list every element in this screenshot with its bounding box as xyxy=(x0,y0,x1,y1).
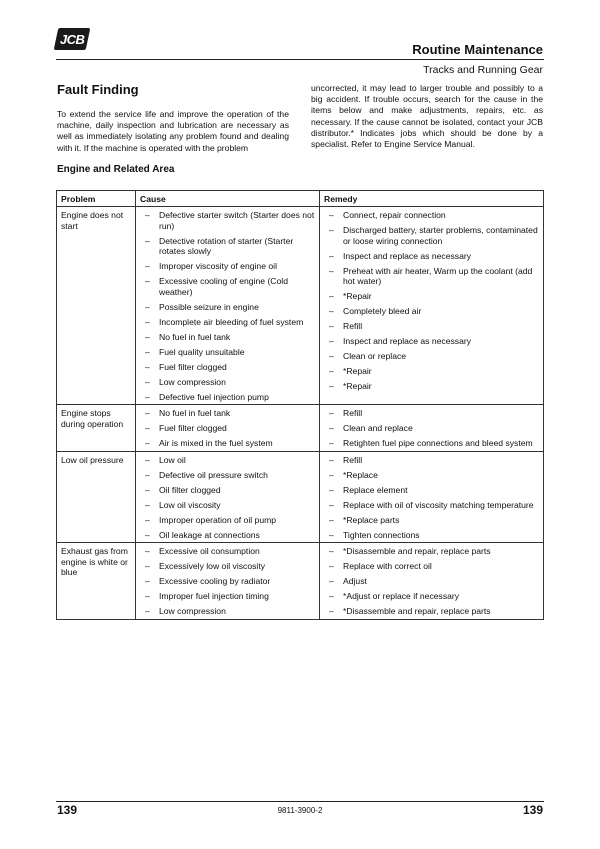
remedy-cell xyxy=(320,451,544,543)
table-row xyxy=(57,451,544,543)
fault-finding-table xyxy=(56,190,544,620)
remedy-list xyxy=(324,546,539,617)
subsection-title: Engine and Related Area xyxy=(57,164,175,175)
problem-cell: Engine stops during operation xyxy=(57,405,136,452)
cause-item: – Air is mixed in the fuel system xyxy=(140,438,315,449)
cause-item: – Fuel filter clogged xyxy=(140,423,315,434)
chapter-title: Routine Maintenance xyxy=(412,42,543,57)
cause-list xyxy=(140,210,315,402)
cause-cell xyxy=(136,207,320,405)
document-code: 9811-3900-2 xyxy=(277,806,323,815)
jcb-logo xyxy=(54,28,91,50)
remedy-item: – Clean or replace xyxy=(324,351,539,362)
cause-cell xyxy=(136,451,320,543)
cause-item: – Excessive cooling by radiator xyxy=(140,576,315,587)
cause-item: – Excessive oil consumption xyxy=(140,546,315,557)
remedy-item: – *Disassemble and repair, replace parts xyxy=(324,546,539,557)
cause-item: – Low compression xyxy=(140,377,315,388)
cause-item: – Defective fuel injection pump xyxy=(140,392,315,403)
remedy-item: – *Replace parts xyxy=(324,515,539,526)
remedy-item: – Adjust xyxy=(324,576,539,587)
page-number-right: 139 xyxy=(522,803,543,817)
remedy-item: – *Replace xyxy=(324,470,539,481)
cause-item: – Improper operation of oil pump xyxy=(140,515,315,526)
remedy-item: – Tighten connections xyxy=(324,530,539,541)
cause-item: – Defective oil pressure switch xyxy=(140,470,315,481)
remedy-item: – Inspect and replace as necessary xyxy=(324,336,539,347)
cause-item: – Excessively low oil viscosity xyxy=(140,561,315,572)
remedy-item: – Refill xyxy=(324,455,539,466)
cause-item: – Low oil viscosity xyxy=(140,500,315,511)
remedy-list xyxy=(324,455,539,541)
cause-item: – Low compression xyxy=(140,606,315,617)
remedy-cell xyxy=(320,405,544,452)
remedy-cell xyxy=(320,207,544,405)
cause-cell xyxy=(136,405,320,452)
section-title: Fault Finding xyxy=(57,82,139,97)
column-header-remedy: Remedy xyxy=(320,191,544,207)
remedy-item: – *Repair xyxy=(324,291,539,302)
footer-divider xyxy=(56,801,544,802)
problem-cell: Engine does not start xyxy=(57,207,136,405)
remedy-item: – Replace with oil of viscosity matching temperature xyxy=(324,500,539,511)
remedy-cell xyxy=(320,543,544,620)
remedy-item: – Replace element xyxy=(324,485,539,496)
remedy-item: – *Repair xyxy=(324,366,539,377)
cause-item: – Fuel filter clogged xyxy=(140,362,315,373)
cause-list xyxy=(140,408,315,449)
cause-item: – No fuel in fuel tank xyxy=(140,332,315,343)
remedy-item: – Completely bleed air xyxy=(324,306,539,317)
cause-item: – Possible seizure in engine xyxy=(140,302,315,313)
cause-item: – Oil filter clogged xyxy=(140,485,315,496)
cause-item: – Fuel quality unsuitable xyxy=(140,347,315,358)
remedy-item: – Refill xyxy=(324,321,539,332)
cause-item: – Defective starter switch (Starter does not run) xyxy=(140,210,315,231)
logo-text: JCB xyxy=(59,31,85,47)
intro-paragraph-right: uncorrected, it may lead to larger trouble and possibly to a big accident. If trouble occurs, search for the cause in the items below and make adjustments, repairs, etc. as necessary. If the cause cannot be isolated, contact your JCB distributor.* Indicates jobs which should be done by a specialist. Refer to Engine Service Manual. xyxy=(311,83,543,150)
remedy-item: – Discharged battery, starter problems, contaminated or loose wiring connection xyxy=(324,225,539,246)
remedy-item: – *Repair xyxy=(324,381,539,392)
cause-list xyxy=(140,546,315,617)
remedy-item: – Clean and replace xyxy=(324,423,539,434)
cause-item: – Low oil xyxy=(140,455,315,466)
remedy-item: – Retighten fuel pipe connections and bleed system xyxy=(324,438,539,449)
remedy-item: – Replace with correct oil xyxy=(324,561,539,572)
problem-cell: Exhaust gas from engine is white or blue xyxy=(57,543,136,620)
remedy-item: – Inspect and replace as necessary xyxy=(324,251,539,262)
cause-list xyxy=(140,455,315,541)
remedy-item: – *Disassemble and repair, replace parts xyxy=(324,606,539,617)
header-divider xyxy=(56,59,544,60)
table-row xyxy=(57,405,544,452)
intro-paragraph-left: To extend the service life and improve the operation of the machine, daily inspection and lubrication are necessary as well as immediately isolating any problem found and dealing with it. If the machine is operated with the problem xyxy=(57,109,289,153)
table-row xyxy=(57,543,544,620)
cause-item: – Excessive cooling of engine (Cold weather) xyxy=(140,276,315,297)
remedy-item: – Refill xyxy=(324,408,539,419)
table-row xyxy=(57,207,544,405)
column-header-problem: Problem xyxy=(57,191,136,207)
chapter-subtitle: Tracks and Running Gear xyxy=(423,64,543,76)
cause-item: – Detective rotation of starter (Starter rotates slowly xyxy=(140,236,315,257)
page-number-left: 139 xyxy=(57,803,78,817)
table-header-row xyxy=(57,191,544,207)
remedy-item: – *Adjust or replace if necessary xyxy=(324,591,539,602)
cause-item: – Improper viscosity of engine oil xyxy=(140,261,315,272)
table-body xyxy=(57,207,544,620)
cause-cell xyxy=(136,543,320,620)
cause-item: – Incomplete air bleeding of fuel system xyxy=(140,317,315,328)
remedy-item: – Preheat with air heater, Warm up the coolant (add hot water) xyxy=(324,266,539,287)
remedy-list xyxy=(324,210,539,392)
column-header-cause: Cause xyxy=(136,191,320,207)
problem-cell: Low oil pressure xyxy=(57,451,136,543)
remedy-list xyxy=(324,408,539,449)
remedy-item: – Connect, repair connection xyxy=(324,210,539,221)
cause-item: – No fuel in fuel tank xyxy=(140,408,315,419)
cause-item: – Improper fuel injection timing xyxy=(140,591,315,602)
cause-item: – Oil leakage at connections xyxy=(140,530,315,541)
